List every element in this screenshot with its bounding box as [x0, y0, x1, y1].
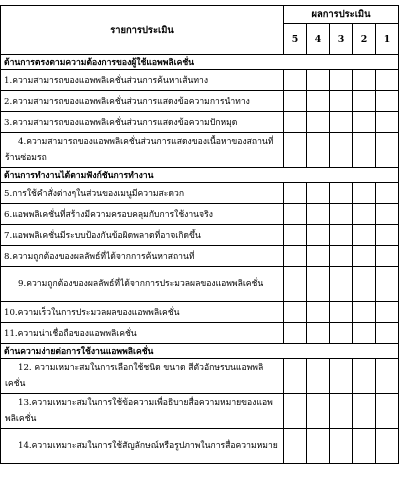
score-cell[interactable] — [284, 429, 307, 464]
score-cell[interactable] — [307, 323, 330, 344]
criterion-text: 1.ความสามารถของแอพพลิเคชั่นส่วนการค้นหาเส้นทาง — [1, 70, 284, 91]
section-row — [1, 55, 399, 70]
table-row — [1, 183, 399, 204]
criteria-header: รายการประเมิน — [1, 6, 284, 55]
score-cell[interactable] — [284, 183, 307, 204]
criterion-text: 10.ความเร็วในการประมวลผลของแอพพลิเคชั่น — [1, 302, 284, 323]
criterion-text: 14.ความเหมาะสมในการใช้สัญลักษณ์หรือรูปภาพในการสื่อความหมาย — [1, 429, 284, 464]
table-row — [1, 133, 399, 168]
score-cell[interactable] — [330, 394, 353, 429]
score-cell[interactable] — [307, 267, 330, 302]
score-cell[interactable] — [330, 302, 353, 323]
score-cell[interactable] — [284, 246, 307, 267]
table-row — [1, 91, 399, 112]
score-cell[interactable] — [330, 70, 353, 91]
score-cell[interactable] — [284, 359, 307, 394]
section-heading: ด้านการทำงานได้ตามฟังก์ชันการทำงาน — [1, 168, 399, 183]
criterion-text: 3.ความสามารถของแอพพลิเคชั่นส่วนการแสดงข้อความปักหมุด — [1, 112, 284, 133]
score-cell[interactable] — [307, 133, 330, 168]
table-row — [1, 302, 399, 323]
score-cell[interactable] — [376, 183, 399, 204]
score-cell[interactable] — [353, 323, 376, 344]
score-cell[interactable] — [307, 302, 330, 323]
score-cell[interactable] — [284, 112, 307, 133]
score-cell[interactable] — [353, 133, 376, 168]
table-row — [1, 394, 399, 429]
score-cell[interactable] — [284, 204, 307, 225]
table-row — [1, 429, 399, 464]
criterion-text: 9.ความถูกต้องของผลลัพธ์ที่ได้จากการประมวลผลของแอพพลิเคชั่น — [1, 267, 284, 302]
score-cell[interactable] — [376, 267, 399, 302]
table-row — [1, 246, 399, 267]
score-cell[interactable] — [376, 91, 399, 112]
table-row — [1, 225, 399, 246]
score-cell[interactable] — [330, 204, 353, 225]
score-cell[interactable] — [330, 225, 353, 246]
criterion-text: 5.การใช้คำสั่งต่างๆในส่วนของเมนูมีความสะดวก — [1, 183, 284, 204]
score-cell[interactable] — [284, 323, 307, 344]
score-cell[interactable] — [353, 91, 376, 112]
score-cell[interactable] — [307, 204, 330, 225]
score-cell[interactable] — [353, 204, 376, 225]
table-header-row — [1, 6, 399, 24]
score-cell[interactable] — [284, 302, 307, 323]
table-row — [1, 323, 399, 344]
score-cell[interactable] — [307, 183, 330, 204]
score-cell[interactable] — [330, 267, 353, 302]
criterion-text: 11.ความน่าเชื่อถือของแอพพลิเคชั่น — [1, 323, 284, 344]
score-cell[interactable] — [376, 246, 399, 267]
score-cell[interactable] — [330, 183, 353, 204]
score-cell[interactable] — [307, 225, 330, 246]
score-cell[interactable] — [353, 70, 376, 91]
score-cell[interactable] — [376, 225, 399, 246]
score-cell[interactable] — [353, 302, 376, 323]
score-cell[interactable] — [330, 112, 353, 133]
section-row — [1, 344, 399, 359]
score-cell[interactable] — [376, 394, 399, 429]
score-cell[interactable] — [376, 204, 399, 225]
score-cell[interactable] — [353, 225, 376, 246]
score-cell[interactable] — [376, 70, 399, 91]
table-row — [1, 70, 399, 91]
score-cell[interactable] — [307, 91, 330, 112]
score-cell[interactable] — [330, 133, 353, 168]
table-body — [1, 55, 399, 464]
score-cell[interactable] — [353, 359, 376, 394]
criterion-text: 8.ความถูกต้องของผลลัพธ์ที่ได้จากการค้นหาสถานที่ — [1, 246, 284, 267]
score-cell[interactable] — [376, 302, 399, 323]
score-2-header: 2 — [353, 24, 376, 55]
criterion-text: 13.ความเหมาะสมในการใช้ข้อความเพื่อธิบายสื่อความหมายของแอพพลิเคชั่น — [1, 394, 284, 429]
score-cell[interactable] — [284, 225, 307, 246]
score-cell[interactable] — [330, 246, 353, 267]
score-cell[interactable] — [284, 394, 307, 429]
score-cell[interactable] — [376, 359, 399, 394]
criterion-text: 12. ความเหมาะสมในการเลือกใช้ชนิด ขนาด สีตัวอักษรบนแอพพลิเคชั่น — [1, 359, 284, 394]
score-header: ผลการประเมิน — [284, 6, 399, 24]
score-cell[interactable] — [284, 267, 307, 302]
table-row — [1, 204, 399, 225]
evaluation-table — [0, 5, 399, 464]
score-cell[interactable] — [307, 394, 330, 429]
score-4-header: 4 — [307, 24, 330, 55]
score-cell[interactable] — [353, 183, 376, 204]
score-5-header: 5 — [284, 24, 307, 55]
score-cell[interactable] — [284, 91, 307, 112]
table-row — [1, 112, 399, 133]
score-cell[interactable] — [330, 323, 353, 344]
score-cell[interactable] — [284, 133, 307, 168]
score-cell[interactable] — [353, 394, 376, 429]
section-row — [1, 168, 399, 183]
score-cell[interactable] — [376, 429, 399, 464]
score-3-header: 3 — [330, 24, 353, 55]
score-cell[interactable] — [330, 91, 353, 112]
score-cell[interactable] — [353, 429, 376, 464]
section-heading: ด้านการตรงตามความต้องการของผู้ใช้แอพพลิเคชั่น — [1, 55, 399, 70]
table-row — [1, 267, 399, 302]
score-cell[interactable] — [353, 112, 376, 133]
criterion-text: 6.แอพพลิเคชั่นที่สร้างมีความครอบคลุมกับการใช้งานจริง — [1, 204, 284, 225]
score-cell[interactable] — [284, 70, 307, 91]
criterion-text: 2.ความสามารถของแอพพลิเคชั่นส่วนการแสดงข้อความการนำทาง — [1, 91, 284, 112]
score-cell[interactable] — [376, 112, 399, 133]
score-cell[interactable] — [307, 429, 330, 464]
score-cell[interactable] — [330, 429, 353, 464]
score-cell[interactable] — [353, 267, 376, 302]
score-1-header: 1 — [376, 24, 399, 55]
score-cell[interactable] — [307, 70, 330, 91]
section-heading: ด้านความง่ายต่อการใช้งานแอพพลิเคชั่น — [1, 344, 399, 359]
score-cell[interactable] — [330, 359, 353, 394]
score-cell[interactable] — [376, 323, 399, 344]
score-cell[interactable] — [307, 246, 330, 267]
criterion-text: 7.แอพพลิเคชั่นมีระบบป้องกันข้อผิดพลาดที่อาจเกิดขึ้น — [1, 225, 284, 246]
criterion-text: 4.ความสามารถของแอพพลิเคชั่นส่วนการแสดงของเนื้อหาของสถานที่ร้านซ่อมรถ — [1, 133, 284, 168]
score-cell[interactable] — [307, 112, 330, 133]
table-row — [1, 359, 399, 394]
score-cell[interactable] — [376, 133, 399, 168]
score-cell[interactable] — [307, 359, 330, 394]
score-cell[interactable] — [353, 246, 376, 267]
